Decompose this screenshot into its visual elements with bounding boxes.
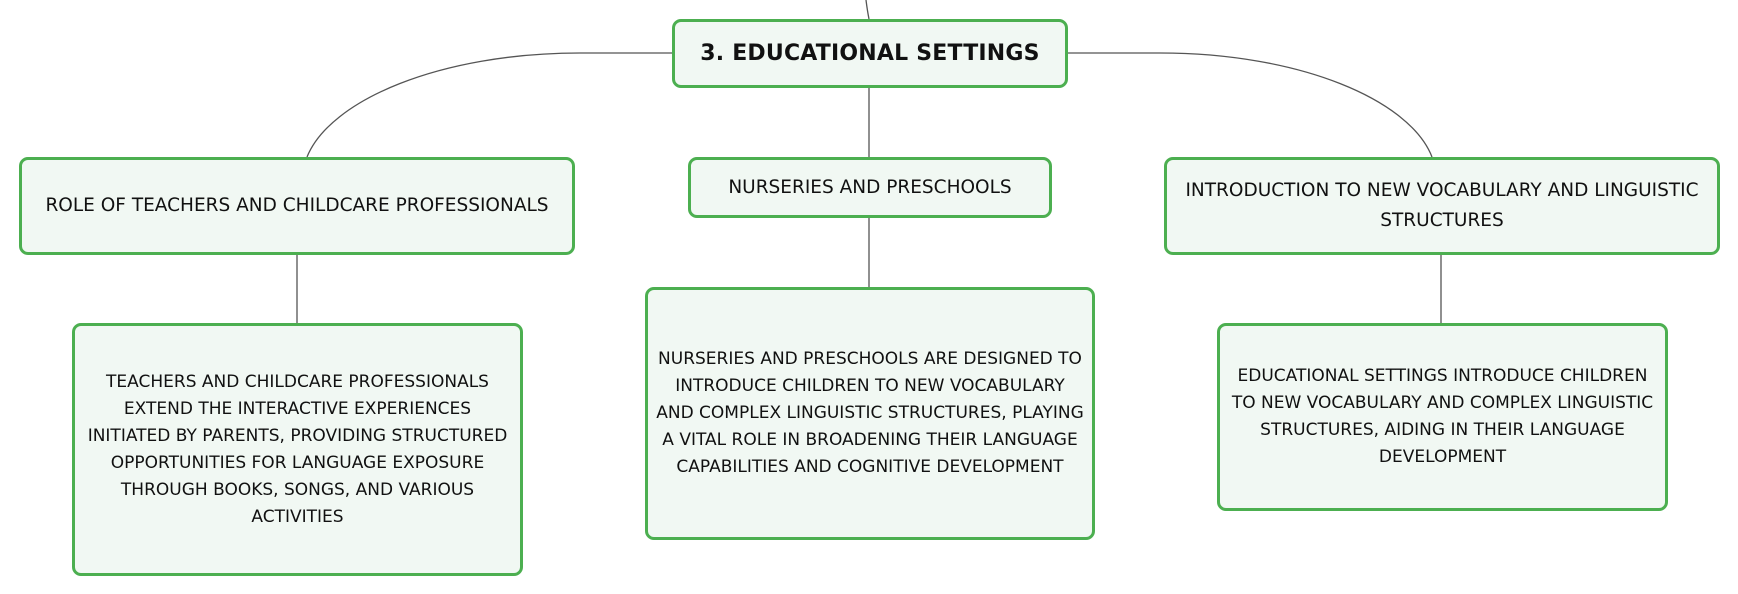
detail-node-text: NURSERIES AND PRESCHOOLS ARE DESIGNED TO INTRODUCE CHILDREN TO NEW VOCABULARY AND COMPLEX LINGUISTIC STRUCTURES, PLAYING A VITAL ROLE IN BROADENING THEIR LANGUAGE CAPABILITIES AND COGNITIVE DEVELOPMENT bbox=[656, 349, 1084, 477]
root-node-title: 3. EDUCATIONAL SETTINGS bbox=[700, 41, 1040, 66]
detail-node-nurseries-preschools[interactable] bbox=[645, 287, 1095, 540]
root-node-educational-settings[interactable] bbox=[672, 19, 1068, 88]
branch-node-new-vocabulary[interactable] bbox=[1164, 157, 1720, 255]
branch-node-label: ROLE OF TEACHERS AND CHILDCARE PROFESSIONALS bbox=[45, 195, 549, 216]
branch-node-nurseries-preschools[interactable] bbox=[688, 157, 1052, 218]
detail-node-text: TEACHERS AND CHILDCARE PROFESSIONALS EXTEND THE INTERACTIVE EXPERIENCES INITIATED BY PARENTS, PROVIDING STRUCTURED OPPORTUNITIES FOR LANGUAGE EXPOSURE THROUGH BOOKS, SONGS, AND VARIOUS ACTIVITIES bbox=[87, 371, 508, 527]
detail-node-teachers-role[interactable] bbox=[72, 323, 523, 576]
branch-node-teachers-role[interactable] bbox=[19, 157, 575, 255]
branch-node-label: NURSERIES AND PRESCHOOLS bbox=[728, 176, 1012, 198]
branch-node-label: INTRODUCTION TO NEW VOCABULARY AND LINGUISTIC STRUCTURES bbox=[1185, 180, 1699, 231]
connector-root-to-vocab bbox=[1068, 53, 1432, 157]
detail-node-new-vocabulary[interactable] bbox=[1217, 323, 1668, 511]
connector-parent-to-root bbox=[866, 0, 869, 19]
connector-root-to-teachers bbox=[307, 53, 672, 157]
detail-node-text: EDUCATIONAL SETTINGS INTRODUCE CHILDREN TO NEW VOCABULARY AND COMPLEX LINGUISTIC STRUCTURES, AIDING IN THEIR LANGUAGE DEVELOPMENT bbox=[1231, 366, 1654, 467]
